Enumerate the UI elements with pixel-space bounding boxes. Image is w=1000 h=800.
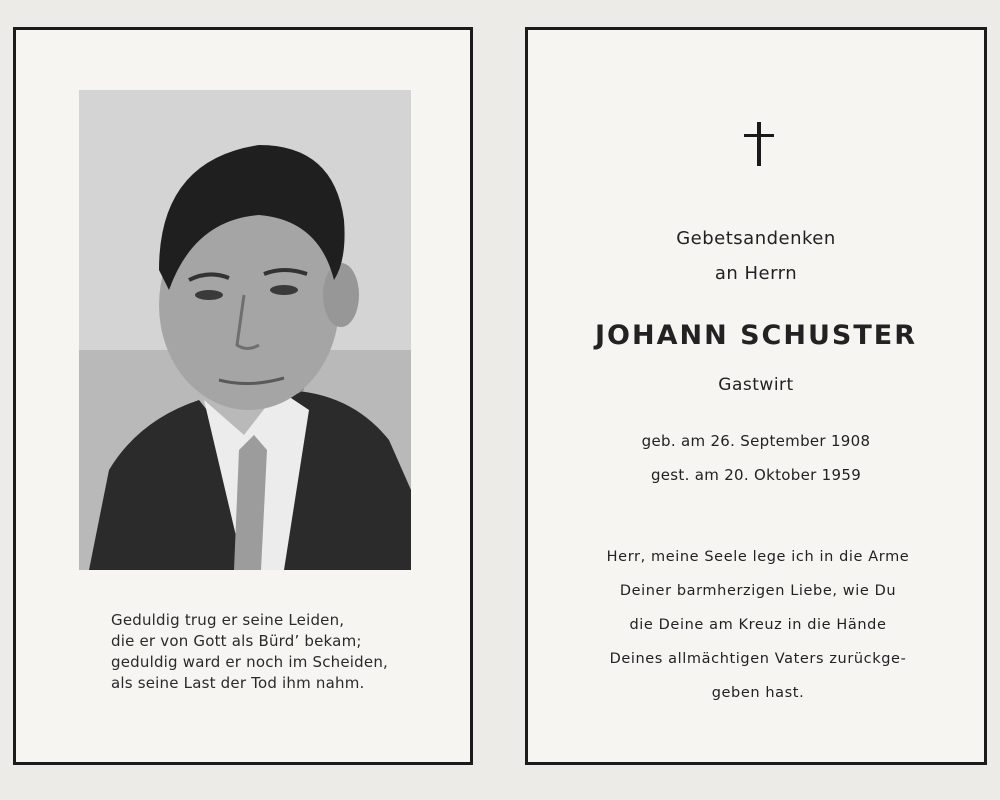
occupation: Gastwirt — [718, 375, 794, 395]
prayer-line: Herr, meine Seele lege ich in die Arme — [606, 549, 910, 565]
birth-date: geb. am 26. September 1908 — [641, 432, 871, 450]
prayer-text — [598, 540, 918, 710]
memorial-subheading: an Herrn — [714, 263, 798, 284]
poem-line: als seine Last der Tod ihm nahm. — [111, 674, 365, 692]
prayer-line: Deines allmächtigen Vaters zurückge- — [609, 651, 907, 667]
poem-line: die er von Gott als Bürd’ bekam; — [111, 632, 362, 650]
prayer-line: geben hast. — [711, 685, 805, 701]
right-card — [525, 27, 987, 765]
poem-line: geduldig ward er noch im Scheiden, — [111, 653, 388, 671]
death-date: gest. am 20. Oktober 1959 — [650, 466, 862, 484]
deceased-name: JOHANN SCHUSTER — [595, 320, 917, 351]
cross-icon — [744, 122, 774, 166]
prayer-line: die Deine am Kreuz in die Hände — [629, 617, 887, 633]
memorial-poem — [111, 610, 431, 694]
left-card — [13, 27, 473, 765]
portrait-illustration — [79, 90, 411, 570]
memorial-heading: Gebetsandenken — [676, 228, 836, 249]
portrait-photo — [79, 90, 411, 570]
prayer-line: Deiner barmherzigen Liebe, wie Du — [619, 583, 897, 599]
poem-line: Geduldig trug er seine Leiden, — [111, 611, 345, 629]
